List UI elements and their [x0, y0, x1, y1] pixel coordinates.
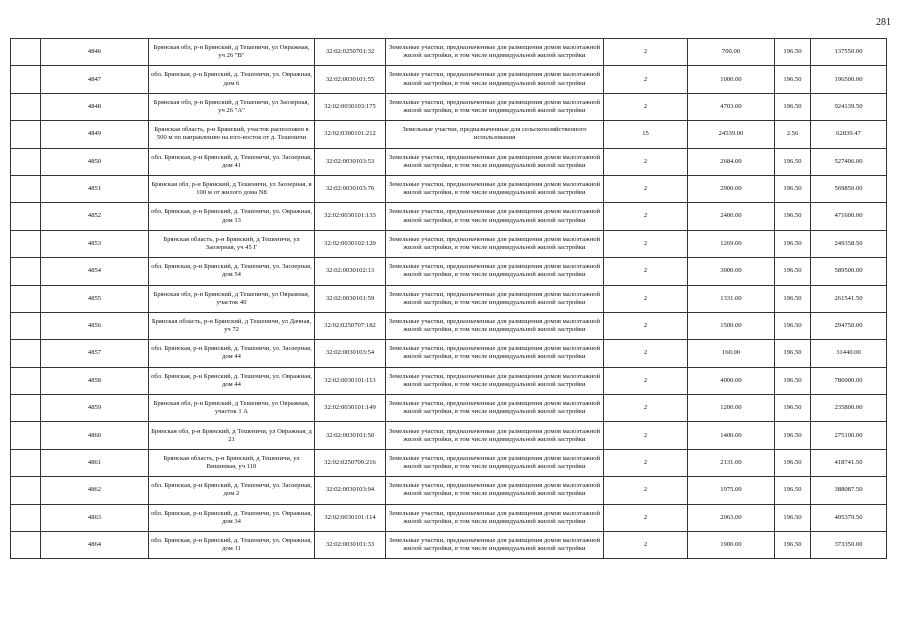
blank-cell	[11, 367, 41, 394]
specific-value-cell: 196.50	[775, 230, 811, 257]
group-number-cell: 2	[604, 66, 688, 93]
specific-value-cell: 196.50	[775, 422, 811, 449]
table-row	[11, 121, 887, 148]
specific-value-cell: 196.50	[775, 175, 811, 202]
blank-cell	[11, 148, 41, 175]
blank-cell	[11, 449, 41, 476]
address-cell: обл. Брянская, р-н Брянский, д. Тешеничи, ул. Овражная, дом 44	[149, 367, 315, 394]
land-use-cell: Земельные участки, предназначенные для размещения домов малоэтажной жилой застройки, в том числе индивидуальной жилой застройки	[386, 395, 604, 422]
row-number-cell: 4863	[41, 504, 149, 531]
row-number-cell: 4850	[41, 148, 149, 175]
cadastral-number-cell: 32:02:0030103:76	[315, 175, 386, 202]
cadastral-value-cell: 137550.00	[811, 39, 887, 66]
row-number-cell: 4861	[41, 449, 149, 476]
row-number-cell: 4857	[41, 340, 149, 367]
land-use-cell: Земельные участки, предназначенные для размещения домов малоэтажной жилой застройки, в том числе индивидуальной жилой застройки	[386, 422, 604, 449]
group-number-cell: 2	[604, 203, 688, 230]
land-use-cell: Земельные участки, предназначенные для размещения домов малоэтажной жилой застройки, в том числе индивидуальной жилой застройки	[386, 477, 604, 504]
table-row	[11, 395, 887, 422]
cadastral-number-cell: 32:02:0250701:32	[315, 39, 386, 66]
cadastral-value-cell: 261541.50	[811, 285, 887, 312]
cadastral-number-cell: 32:02:0030102:13	[315, 258, 386, 285]
row-number-cell: 4858	[41, 367, 149, 394]
table-row	[11, 66, 887, 93]
blank-cell	[11, 477, 41, 504]
cadastral-value-cell: 471600.00	[811, 203, 887, 230]
blank-cell	[11, 93, 41, 120]
address-cell: обл. Брянская, р-н Брянский, д. Тешеничи, ул. Заозерная, дом 2	[149, 477, 315, 504]
group-number-cell: 2	[604, 422, 688, 449]
cadastral-value-cell: 275100.00	[811, 422, 887, 449]
specific-value-cell: 196.50	[775, 203, 811, 230]
blank-cell	[11, 230, 41, 257]
address-cell: обл. Брянская, р-н Брянский, д. Тешеничи, ул. Овражная, дом 13	[149, 203, 315, 230]
address-cell: Брянская обл, р-н Брянский, д Тешеничи, ул Заозерная, в 100 м от жилого дома N8	[149, 175, 315, 202]
land-use-cell: Земельные участки, предназначенные для размещения домов малоэтажной жилой застройки, в том числе индивидуальной жилой застройки	[386, 532, 604, 559]
area-cell: 1975.00	[688, 477, 775, 504]
table-row	[11, 203, 887, 230]
specific-value-cell: 196.50	[775, 532, 811, 559]
table-row	[11, 449, 887, 476]
area-cell: 4000.00	[688, 367, 775, 394]
row-number-cell: 4847	[41, 66, 149, 93]
cadastral-number-cell: 32:02:0030101:55	[315, 66, 386, 93]
group-number-cell: 2	[604, 285, 688, 312]
group-number-cell: 2	[604, 312, 688, 339]
cadastral-number-cell: 32:02:0030101:149	[315, 395, 386, 422]
specific-value-cell: 196.50	[775, 312, 811, 339]
blank-cell	[11, 504, 41, 531]
specific-value-cell: 196.50	[775, 66, 811, 93]
blank-cell	[11, 395, 41, 422]
group-number-cell: 15	[604, 121, 688, 148]
cadastral-number-cell: 32:02:0030101:114	[315, 504, 386, 531]
cadastral-value-cell: 589500.00	[811, 258, 887, 285]
row-number-cell: 4848	[41, 93, 149, 120]
area-cell: 160.00	[688, 340, 775, 367]
group-number-cell: 2	[604, 148, 688, 175]
group-number-cell: 2	[604, 93, 688, 120]
row-number-cell: 4851	[41, 175, 149, 202]
specific-value-cell: 196.50	[775, 93, 811, 120]
blank-cell	[11, 39, 41, 66]
blank-cell	[11, 532, 41, 559]
address-cell: Брянская обл, р-н Брянский, д Тешеничи, ул Овражная, уч 26 "В"	[149, 39, 315, 66]
cadastral-value-cell: 569850.00	[811, 175, 887, 202]
cadastral-number-cell: 32:02:0030103:175	[315, 93, 386, 120]
area-cell: 2684.00	[688, 148, 775, 175]
row-number-cell: 4862	[41, 477, 149, 504]
group-number-cell: 2	[604, 367, 688, 394]
blank-cell	[11, 258, 41, 285]
blank-cell	[11, 340, 41, 367]
land-use-cell: Земельные участки, предназначенные для размещения домов малоэтажной жилой застройки, в том числе индивидуальной жилой застройки	[386, 203, 604, 230]
group-number-cell: 2	[604, 504, 688, 531]
address-cell: Брянская обл, р-н Брянский, д Тешеничи, ул Заозерная, уч 26 "А"	[149, 93, 315, 120]
group-number-cell: 2	[604, 395, 688, 422]
table-row	[11, 422, 887, 449]
area-cell: 700.00	[688, 39, 775, 66]
table-row	[11, 230, 887, 257]
blank-cell	[11, 312, 41, 339]
land-use-cell: Земельные участки, предназначенные для размещения домов малоэтажной жилой застройки, в том числе индивидуальной жилой застройки	[386, 340, 604, 367]
specific-value-cell: 196.50	[775, 449, 811, 476]
specific-value-cell: 196.50	[775, 340, 811, 367]
area-cell: 1400.00	[688, 422, 775, 449]
address-cell: обл. Брянская, р-н Брянский, д. Тешеничи, ул. Заозерная, дом 44	[149, 340, 315, 367]
group-number-cell: 2	[604, 230, 688, 257]
blank-cell	[11, 121, 41, 148]
group-number-cell: 2	[604, 449, 688, 476]
specific-value-cell: 196.50	[775, 504, 811, 531]
cadastral-value-cell: 786000.00	[811, 367, 887, 394]
specific-value-cell: 196.50	[775, 395, 811, 422]
address-cell: Брянская обл, р-н Брянский, д Тешеничи, ул Овражная, д 21	[149, 422, 315, 449]
area-cell: 2400.00	[688, 203, 775, 230]
land-use-cell: Земельные участки, предназначенные для размещения домов малоэтажной жилой застройки, в том числе индивидуальной жилой застройки	[386, 175, 604, 202]
land-use-cell: Земельные участки, предназначенные для размещения домов малоэтажной жилой застройки, в том числе индивидуальной жилой застройки	[386, 66, 604, 93]
cadastral-value-cell: 405379.50	[811, 504, 887, 531]
land-registry-table	[10, 38, 887, 559]
area-cell: 24539.00	[688, 121, 775, 148]
page-number: 281	[876, 17, 891, 28]
land-use-cell: Земельные участки, предназначенные для размещения домов малоэтажной жилой застройки, в том числе индивидуальной жилой застройки	[386, 285, 604, 312]
area-cell: 3000.00	[688, 258, 775, 285]
area-cell: 1331.00	[688, 285, 775, 312]
group-number-cell: 2	[604, 39, 688, 66]
land-use-cell: Земельные участки, предназначенные для размещения домов малоэтажной жилой застройки, в том числе индивидуальной жилой застройки	[386, 367, 604, 394]
address-cell: обл. Брянская, р-н Брянский, д. Тешеничи, ул. Овражная, дом 6	[149, 66, 315, 93]
area-cell: 1900.00	[688, 532, 775, 559]
row-number-cell: 4859	[41, 395, 149, 422]
cadastral-value-cell: 31440.00	[811, 340, 887, 367]
cadastral-number-cell: 32:02:0030102:120	[315, 230, 386, 257]
cadastral-value-cell: 294750.00	[811, 312, 887, 339]
address-cell: обл. Брянская, р-н Брянский, д. Тешеничи, ул. Овражная, дом 34	[149, 504, 315, 531]
area-cell: 1000.00	[688, 66, 775, 93]
area-cell: 4703.00	[688, 93, 775, 120]
blank-cell	[11, 66, 41, 93]
table-row	[11, 148, 887, 175]
table-row	[11, 39, 887, 66]
row-number-cell: 4846	[41, 39, 149, 66]
table-row	[11, 258, 887, 285]
table-row	[11, 477, 887, 504]
cadastral-value-cell: 373350.00	[811, 532, 887, 559]
address-cell: Брянская обл, р-н Брянский, д Тешеничи, ул Овражная, участок 40	[149, 285, 315, 312]
cadastral-value-cell: 418741.50	[811, 449, 887, 476]
address-cell: Брянская область, р-н Брянский, д Тешеничи, ул Дачная, уч 72	[149, 312, 315, 339]
group-number-cell: 2	[604, 175, 688, 202]
table-row	[11, 340, 887, 367]
cadastral-number-cell: 32:02:0030103:94	[315, 477, 386, 504]
specific-value-cell: 2.56	[775, 121, 811, 148]
table-row	[11, 312, 887, 339]
cadastral-number-cell: 32:02:0030101:59	[315, 285, 386, 312]
specific-value-cell: 196.50	[775, 367, 811, 394]
row-number-cell: 4855	[41, 285, 149, 312]
cadastral-number-cell: 32:02:0030101:133	[315, 203, 386, 230]
cadastral-number-cell: 32:02:0250709:216	[315, 449, 386, 476]
cadastral-number-cell: 32:02:0030101:50	[315, 422, 386, 449]
cadastral-number-cell: 32:02:0300101:212	[315, 121, 386, 148]
address-cell: обл. Брянская, р-н Брянский, д. Тешеничи, ул. Заозерная, дом 41	[149, 148, 315, 175]
row-number-cell: 4853	[41, 230, 149, 257]
land-use-cell: Земельные участки, предназначенные для размещения домов малоэтажной жилой застройки, в том числе индивидуальной жилой застройки	[386, 258, 604, 285]
address-cell: Брянская область, р-н Брянский, д Тешеничи, ул Заозерная, уч 45 Г	[149, 230, 315, 257]
row-number-cell: 4854	[41, 258, 149, 285]
group-number-cell: 2	[604, 477, 688, 504]
table-row	[11, 532, 887, 559]
specific-value-cell: 196.50	[775, 148, 811, 175]
group-number-cell: 2	[604, 258, 688, 285]
cadastral-number-cell: 32:02:0030101:113	[315, 367, 386, 394]
row-number-cell: 4849	[41, 121, 149, 148]
blank-cell	[11, 285, 41, 312]
blank-cell	[11, 175, 41, 202]
land-use-cell: Земельные участки, предназначенные для размещения домов малоэтажной жилой застройки, в том числе индивидуальной жилой застройки	[386, 148, 604, 175]
cadastral-value-cell: 196500.00	[811, 66, 887, 93]
land-use-cell: Земельные участки, предназначенные для размещения домов малоэтажной жилой застройки, в том числе индивидуальной жилой застройки	[386, 504, 604, 531]
cadastral-number-cell: 32:02:0250707:182	[315, 312, 386, 339]
area-cell: 2131.00	[688, 449, 775, 476]
specific-value-cell: 196.50	[775, 258, 811, 285]
table-row	[11, 504, 887, 531]
area-cell: 2063.00	[688, 504, 775, 531]
group-number-cell: 2	[604, 340, 688, 367]
cadastral-value-cell: 249358.50	[811, 230, 887, 257]
blank-cell	[11, 203, 41, 230]
table-row	[11, 367, 887, 394]
land-use-cell: Земельные участки, предназначенные для размещения домов малоэтажной жилой застройки, в том числе индивидуальной жилой застройки	[386, 39, 604, 66]
table-row	[11, 93, 887, 120]
row-number-cell: 4852	[41, 203, 149, 230]
cadastral-number-cell: 32:02:0030101:33	[315, 532, 386, 559]
land-use-cell: Земельные участки, предназначенные для сельскохозяйственного использования	[386, 121, 604, 148]
cadastral-value-cell: 527406.00	[811, 148, 887, 175]
blank-cell	[11, 422, 41, 449]
group-number-cell: 2	[604, 532, 688, 559]
table-row	[11, 285, 887, 312]
land-use-cell: Земельные участки, предназначенные для размещения домов малоэтажной жилой застройки, в том числе индивидуальной жилой застройки	[386, 230, 604, 257]
address-cell: обл. Брянская, р-н Брянский, д. Тешеничи, ул. Овражная, дом 11	[149, 532, 315, 559]
cadastral-value-cell: 924139.50	[811, 93, 887, 120]
area-cell: 2900.00	[688, 175, 775, 202]
cadastral-value-cell: 388087.50	[811, 477, 887, 504]
area-cell: 1200.00	[688, 395, 775, 422]
cadastral-number-cell: 32:02:0030103:53	[315, 148, 386, 175]
row-number-cell: 4856	[41, 312, 149, 339]
cadastral-number-cell: 32:02:0030103:54	[315, 340, 386, 367]
area-cell: 1269.00	[688, 230, 775, 257]
area-cell: 1500.00	[688, 312, 775, 339]
address-cell: обл. Брянская, р-н Брянский, д. Тешеничи, ул. Заозерная, дом 54	[149, 258, 315, 285]
land-use-cell: Земельные участки, предназначенные для размещения домов малоэтажной жилой застройки, в том числе индивидуальной жилой застройки	[386, 449, 604, 476]
land-use-cell: Земельные участки, предназначенные для размещения домов малоэтажной жилой застройки, в том числе индивидуальной жилой застройки	[386, 312, 604, 339]
specific-value-cell: 196.50	[775, 477, 811, 504]
cadastral-value-cell: 235800.00	[811, 395, 887, 422]
row-number-cell: 4860	[41, 422, 149, 449]
specific-value-cell: 196.50	[775, 39, 811, 66]
table-body	[11, 39, 887, 559]
specific-value-cell: 196.50	[775, 285, 811, 312]
address-cell: Брянская область, р-н Брянский, д Тешеничи, ул Вишневая, уч 110	[149, 449, 315, 476]
land-use-cell: Земельные участки, предназначенные для размещения домов малоэтажной жилой застройки, в том числе индивидуальной жилой застройки	[386, 93, 604, 120]
cadastral-value-cell: 62839.47	[811, 121, 887, 148]
address-cell: Брянская область, р-н Брянский, участок расположен в 500 м по направлению на юго-восток от д. Тешеничи	[149, 121, 315, 148]
row-number-cell: 4864	[41, 532, 149, 559]
address-cell: Брянская обл, р-н Брянский, д Тешеничи, ул Овражная, участок 1 А	[149, 395, 315, 422]
table-row	[11, 175, 887, 202]
